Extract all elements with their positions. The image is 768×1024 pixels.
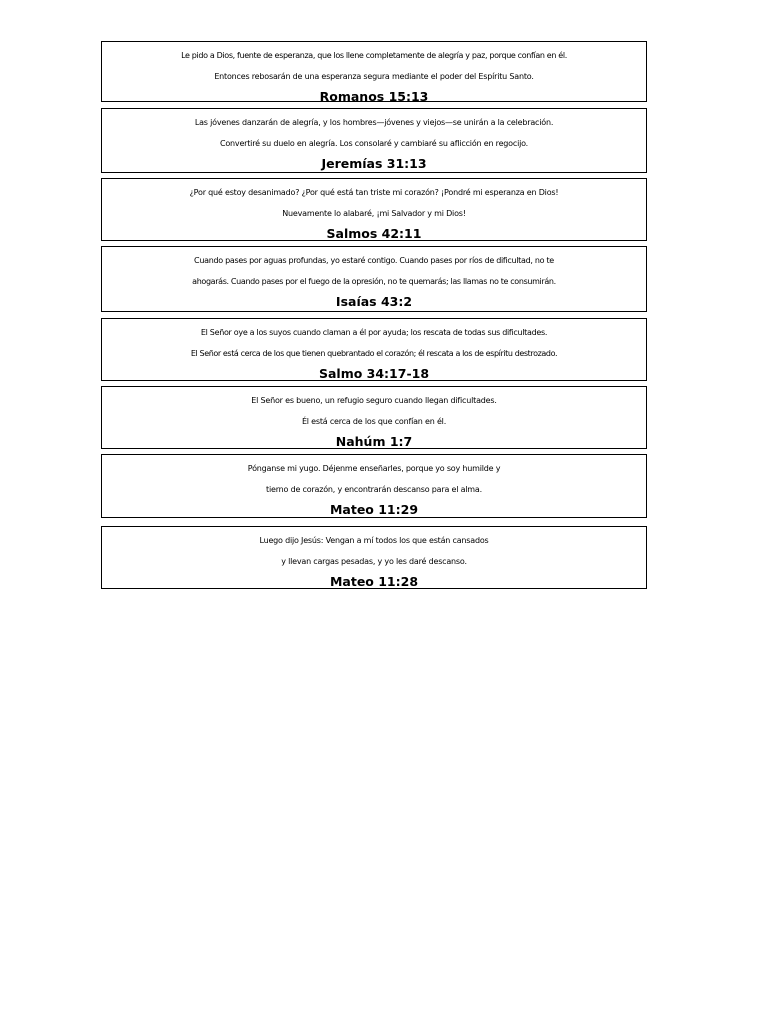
verse-card-6 bbox=[101, 386, 647, 449]
verse-line: Nuevamente lo alabaré, ¡mi Salvador y mi Dios! bbox=[282, 209, 466, 218]
verse-reference: Mateo 11:28 bbox=[329, 574, 419, 589]
verse-line: Convertiré su duelo en alegría. Los consolaré y cambiaré su aflicción en regocijo. bbox=[219, 139, 529, 148]
verse-reference: Isaías 43:2 bbox=[335, 294, 413, 309]
verse-reference: Salmo 34:17-18 bbox=[318, 366, 430, 381]
verse-line: El Señor oye a los suyos cuando claman a él por ayuda; los rescata de todas sus dificultades. bbox=[200, 328, 548, 337]
verse-reference: Nahúm 1:7 bbox=[335, 434, 413, 449]
verse-line: Cuando pases por aguas profundas, yo estaré contigo. Cuando pases por ríos de dificultad, no te bbox=[194, 256, 554, 265]
verse-line: Él está cerca de los que confían en él. bbox=[301, 417, 447, 426]
verse-line: El Señor es bueno, un refugio seguro cuando llegan dificultades. bbox=[251, 396, 497, 405]
verse-line: Luego dijo Jesús: Vengan a mí todos los que están cansados bbox=[259, 536, 489, 545]
verse-line: ¿Por qué estoy desanimado? ¿Por qué está tan triste mi corazón? ¡Pondré mi esperanza en Dios! bbox=[189, 188, 559, 197]
verse-line: ahogarás. Cuando pases por el fuego de la opresión, no te quemarás; las llamas no te consumirán. bbox=[192, 277, 556, 286]
verse-line: Pónganse mi yugo. Déjenme enseñarles, porque yo soy humilde y bbox=[247, 464, 501, 473]
verse-reference: Jeremías 31:13 bbox=[321, 156, 427, 171]
verse-line: Las jóvenes danzarán de alegría, y los hombres—jóvenes y viejos—se unirán a la celebración. bbox=[194, 118, 554, 127]
verse-card-7 bbox=[101, 454, 647, 518]
verse-card-1 bbox=[101, 41, 647, 102]
verse-line: Le pido a Dios, fuente de esperanza, que los llene completamente de alegría y paz, porque confían en él. bbox=[181, 51, 567, 60]
verse-reference: Romanos 15:13 bbox=[319, 89, 429, 104]
verse-line: Entonces rebosarán de una esperanza segura mediante el poder del Espíritu Santo. bbox=[214, 72, 534, 81]
verse-line: tierno de corazón, y encontrarán descanso para el alma. bbox=[266, 485, 482, 494]
verse-card-8 bbox=[101, 526, 647, 589]
verse-card-3 bbox=[101, 178, 647, 241]
verse-card-2 bbox=[101, 108, 647, 173]
verse-card-4 bbox=[101, 246, 647, 312]
verse-reference: Salmos 42:11 bbox=[326, 226, 422, 241]
verse-line: y llevan cargas pesadas, y yo les daré descanso. bbox=[281, 557, 467, 566]
verse-card-5 bbox=[101, 318, 647, 381]
verse-line: El Señor está cerca de los que tienen quebrantado el corazón; él rescata a los de espíritu destrozado. bbox=[190, 349, 558, 358]
verse-reference: Mateo 11:29 bbox=[329, 502, 419, 517]
